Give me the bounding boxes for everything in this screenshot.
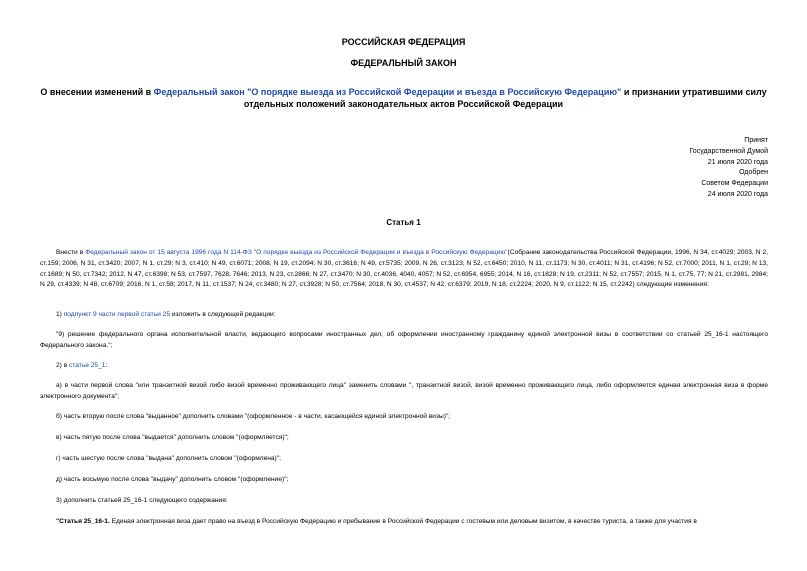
paragraph-v: в) часть пятую после слова "выдается" дополнить словом "(оформляется)";: [56, 434, 289, 441]
federal-law-link[interactable]: Федеральный закон от 15 августа 1996 года N 114-ФЗ "О порядке выезда из Российской Федерации и въезда в Российскую Федерацию": [85, 249, 508, 256]
paragraph-quote-9: "9) решение федерального органа исполнительной власти, ведающего вопросами иностранных дел, об оформлении иностранному гражданину единой электронной визы в соответствии со статьей 25_16-1 настоящего Федерального закона.";: [40, 331, 768, 349]
subparagraph-link[interactable]: подпункт 9 части первой статьи 25: [63, 311, 170, 318]
article-25-1-link[interactable]: статье 25_1: [69, 362, 106, 369]
adoption-line: Одобрен: [739, 169, 768, 177]
p2-rest: изложить в следующей редакции:: [169, 311, 276, 318]
law-title: [40, 86, 767, 110]
paragraph-item-2: [40, 361, 768, 372]
paragraph-intro: [40, 248, 768, 291]
title-law-link[interactable]: Федеральный закон "О порядке выезда из Российской Федерации и въезда в Российскую Федерацию": [153, 87, 622, 97]
adoption-line: 21 июля 2020 года: [707, 158, 768, 166]
doc-type-heading: ФЕДЕРАЛЬНЫЙ ЗАКОН: [350, 58, 457, 68]
adoption-line: Принят: [744, 137, 768, 144]
title-suffix: и признании утратившими силу отдельных положений законодательных актов Российской Федерации: [243, 87, 767, 109]
paragraph-item-1: [40, 310, 768, 321]
paragraph-a: а) в части первой слова "или транзитной визой либо визой временно проживающего лица" заменить словами ", транзитной визой, визой временно проживающего лица, либо оформляется единая электронная виза в форме электронного документа";: [40, 382, 768, 400]
paragraph-item-3: 3) дополнить статьей 25_16-1 следующего содержания:: [56, 497, 228, 504]
paragraph-d: д) часть восьмую после слова "выдачу" дополнить словом "(оформление)";: [56, 476, 289, 483]
adoption-line: Советом Федерации: [701, 180, 768, 188]
p4-prefix: 2) в: [56, 362, 70, 369]
article-25-16-1-label: "Статья 25_16-1.: [56, 518, 110, 525]
p2-prefix: 1): [56, 311, 64, 318]
p1-prefix: Внести в: [56, 249, 86, 256]
adoption-line: Государственной Думой: [689, 147, 768, 155]
p4-rest: :: [105, 362, 108, 369]
paragraph-article-25-16-1: [40, 517, 768, 528]
title-prefix: О внесении изменений в: [40, 87, 154, 97]
paragraph-g: г) часть шестую после слова "выдана" дополнить словом "(оформлена)";: [56, 455, 281, 462]
paragraph-b: б) часть вторую после слова "выданное" дополнить словами "(оформленное - в части, касающейся единой электронной визы)";: [56, 413, 451, 420]
article-heading: Статья 1: [386, 218, 421, 227]
adoption-line: 24 июля 2020 года: [707, 190, 768, 198]
adoption-block: [689, 136, 768, 201]
p11-rest: Единая электронная виза дает право на въезд в Российскую Федерацию и пребывание в Российской Федерации с гостевым или деловым визитом, в качестве туриста, а также для участия в: [109, 518, 697, 525]
country-heading: РОССИЙСКАЯ ФЕДЕРАЦИЯ: [341, 37, 466, 47]
p1-rest: (Собрание законодательства Российской Федерации, 1996, N 34, ст.4029; 2003, N 2, ст.159; 2006, N 31, ст.3420; 2007, N 1, ст.29; N 3, ст.410; N 49, ст.6071; 2008, N 19, ст.2094; N 30, ст.3616; N 49, ст.5735; 2009, N 26, ст.3123; N 52, ст.6450; 2010, N 11, ст.1173; N 30, ст.4011; N 31, ст.4196; N 52, ст.7000; 2011, N 1, ст.29; N 13, ст.1689; N 50, ст.7342; 2012, N 47, ст.6398; N 53, ст.7597, 7628, 7646; 2013, N 23, ст.2866; N 27, ст.3470; N 30, ст.4036, 4040, 4057; N 52, ст.6954, 6955; 2014, N 16, ст.1828; N 19, ст.2311; N 52, ст.7557; 2015, N 1, ст.75, 77; N 21, ст.2981, 2984; N 29, ст.4339; N 48, ст.6709; 2016, N 1, ст.58; 2017, N 11, ст.1537; N 24, ст.3480; N 27, ст.3928; N 50, ст.7564; 2018, N 30, ст.4537; N 42, ст.6379; 2019, N 18, ст.2224; 2020, N 9, ст.1122; N 15, ст.2242) следующие изменения:: [40, 249, 768, 289]
